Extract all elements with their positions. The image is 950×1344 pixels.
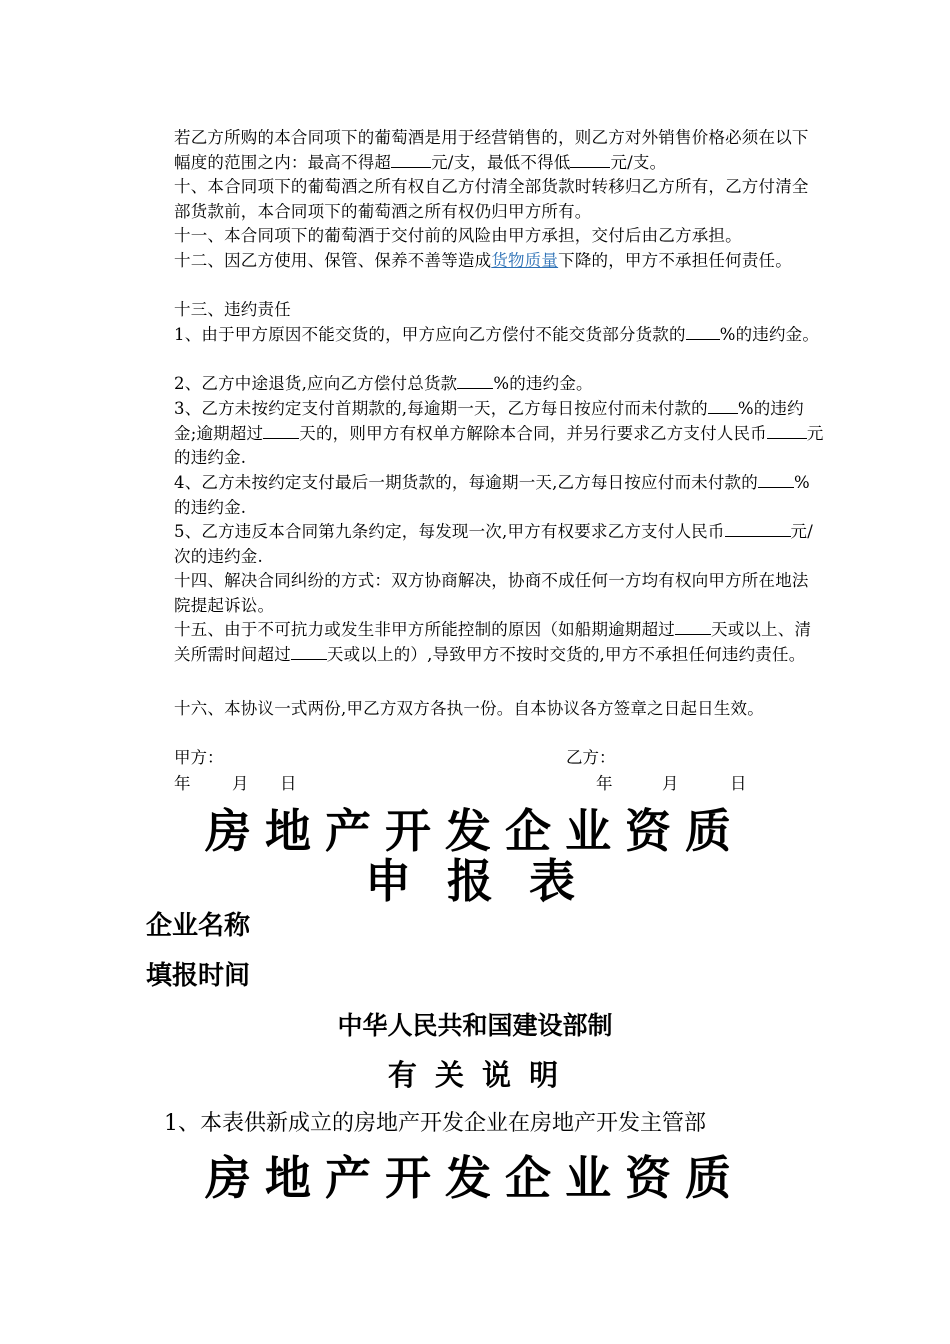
clause-13-item-1: [174, 323, 824, 348]
clause-text: 下降的，甲方不承担任何责任。: [558, 251, 792, 270]
clause-16: [174, 697, 780, 722]
clause-9-price-range: [174, 126, 824, 175]
clause-10: [174, 175, 824, 224]
clause-text: 元/次的违约金.: [174, 522, 814, 566]
blank-line: [391, 151, 431, 168]
clause-text: 十六、本协议一式两份,甲乙方双方各执一份。自本协议各方签章之日起日生效。: [174, 699, 764, 718]
clause-12: [174, 249, 824, 274]
party-b-date-year: 年: [596, 774, 613, 793]
clause-13-item-3: [174, 397, 824, 471]
goods-quality-link[interactable]: 货物质量: [491, 251, 559, 270]
clause-14: [174, 569, 824, 618]
clause-text: 若乙方所购的本合同项下的葡萄酒是用于经营销售的，则乙方对外销售价格必须在以下幅度的范围之内：最高不得超: [174, 128, 809, 172]
clause-text: 十二、因乙方使用、保管、保养不善等造成: [174, 251, 492, 270]
clause-text: 元的违约金.: [174, 423, 824, 467]
clause-text: 1、由于甲方原因不能交货的，甲方应向乙方偿付不能交货部分货款的: [174, 325, 686, 344]
form-subtitle: 申 报 表: [364, 854, 586, 908]
clause-text: 十、本合同项下的葡萄酒之所有权自乙方付清全部货款时转移归乙方所有，乙方付清全部货款前，本合同项下的葡萄酒之所有权仍归甲方所有。: [174, 177, 809, 221]
blank-line: [291, 643, 327, 660]
clause-text: %的违约金.: [174, 473, 810, 517]
clause-text: 十一、本合同项下的葡萄酒于交付前的风险由甲方承担，交付后由乙方承担。: [174, 226, 742, 245]
blank-line: [758, 471, 794, 488]
clause-text: 天或以上、清关所需时间超过: [174, 620, 812, 664]
clause-text: 十五、由于不可抗力或发生非甲方所能控制的原因（如船期逾期超过: [174, 620, 675, 639]
party-b-date-month: 月: [662, 774, 679, 793]
clause-text: 元/支。: [610, 152, 667, 172]
party-a-label: 甲方：: [174, 748, 224, 767]
clause-text: 十四、解决合同纠纷的方式：双方协商解决，协商不成任何一方均有权向甲方所在地法院提起诉讼。: [174, 571, 809, 615]
note-item-1: 1、本表供新成立的房地产开发企业在房地产开发主管部: [164, 1111, 706, 1136]
clause-15: [174, 618, 824, 667]
blank-line: [708, 397, 738, 414]
form-title-repeat: 房地产开发企业资质: [205, 1151, 745, 1205]
clause-text: %的违约金。: [493, 374, 593, 393]
party-a-date-year: 年: [174, 774, 191, 793]
blank-line: [767, 422, 807, 439]
party-b-date-day: 日: [730, 774, 747, 793]
clause-heading: 十三、违约责任: [174, 300, 291, 319]
party-a-date-month: 月: [232, 774, 249, 793]
clause-text: 天或以上的）,导致甲方不按时交货的,甲方不承担任何违约责任。: [326, 644, 806, 664]
clause-13-item-2: [174, 372, 824, 397]
fill-date-label: 填报时间: [146, 961, 251, 991]
party-b-label: 乙方：: [566, 748, 616, 767]
company-name-label: 企业名称: [146, 911, 251, 941]
clause-text: %的违约金。: [719, 325, 820, 344]
party-a-date-day: 日: [280, 774, 297, 793]
blank-line: [263, 422, 299, 439]
clause-text: 2、乙方中途退货,应向乙方偿付总货款: [174, 374, 458, 393]
clause-text: 4、乙方未按约定支付最后一期货款的，每逾期一天,乙方每日按应付而未付款的: [174, 473, 758, 492]
clause-11: [174, 224, 834, 249]
blank-line: [457, 372, 493, 389]
clause-text: 天的，则甲方有权单方解除本合同，并另行要求乙方支付人民币: [299, 423, 767, 443]
blank-line: [725, 520, 791, 537]
clause-text: %的违约金;逾期超过: [174, 399, 804, 443]
notes-heading: 有 关 说 明: [387, 1058, 563, 1092]
clause-13-item-4: [174, 471, 824, 520]
clause-text: 3、乙方未按约定支付首期款的,每逾期一天，乙方每日按应付而未付款的: [174, 399, 708, 418]
blank-line: [675, 618, 711, 635]
blank-line: [570, 151, 610, 168]
issuer-line: 中华人民共和国建设部制: [337, 1011, 613, 1040]
clause-text: 元/支，最低不得低: [431, 152, 571, 172]
clause-13-item-5: [174, 520, 824, 569]
clause-13-heading: [174, 298, 824, 323]
form-title: 房地产开发企业资质: [205, 804, 745, 858]
clause-text: 5、乙方违反本合同第九条约定，每发现一次,甲方有权要求乙方支付人民币: [174, 522, 725, 541]
blank-line: [686, 323, 720, 340]
